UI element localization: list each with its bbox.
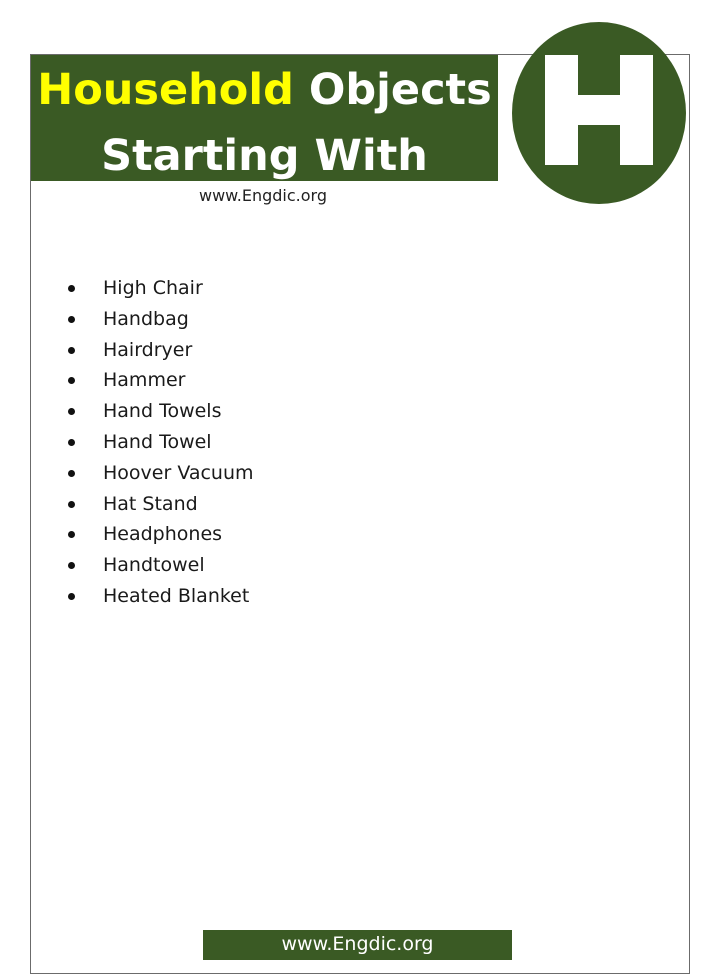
- list-item: [60, 396, 254, 427]
- bullet-icon: [68, 470, 75, 477]
- footer-banner: [203, 930, 512, 960]
- list-item: [60, 335, 254, 366]
- list-item-label: Handtowel: [103, 554, 205, 577]
- household-objects-list: [60, 273, 254, 612]
- title-line-2: Starting With: [101, 131, 428, 181]
- list-item: [60, 519, 254, 550]
- title-rest: Objects: [293, 65, 492, 115]
- bullet-icon: [68, 377, 75, 384]
- list-item: [60, 581, 254, 612]
- list-item: [60, 365, 254, 396]
- bullet-icon: [68, 408, 75, 415]
- bullet-icon: [68, 316, 75, 323]
- list-item-label: Handbag: [103, 307, 189, 330]
- list-item-label: Headphones: [103, 523, 223, 546]
- list-item-label: Hammer: [103, 369, 186, 392]
- list-item: [60, 550, 254, 581]
- list-item-label: High Chair: [103, 277, 203, 299]
- list-item: [60, 304, 254, 335]
- title-line-1: [31, 65, 498, 115]
- bullet-icon: [68, 531, 75, 538]
- list-item-label: Hoover Vacuum: [103, 461, 254, 484]
- letter-h-glyph: [545, 55, 653, 165]
- list-item: [60, 489, 254, 520]
- title-accent-word: Household: [37, 65, 294, 115]
- site-url-footer: www.Engdic.org: [281, 933, 434, 955]
- bullet-icon: [68, 593, 75, 600]
- bullet-icon: [68, 562, 75, 569]
- list-item: [60, 458, 254, 489]
- bullet-icon: [68, 347, 75, 354]
- bullet-icon: [68, 501, 75, 508]
- bullet-icon: [68, 439, 75, 446]
- site-url-top: www.Engdic.org: [198, 186, 327, 205]
- list-item-label: Hat Stand: [103, 492, 198, 515]
- list-item: [60, 427, 254, 458]
- title-banner: [31, 55, 498, 181]
- list-item: [60, 273, 254, 304]
- list-item-label: Hand Towels: [103, 400, 222, 423]
- bullet-icon: [68, 285, 75, 292]
- list-item-label: Hairdryer: [103, 338, 193, 361]
- list-item-label: Heated Blanket: [103, 584, 250, 607]
- list-item-label: Hand Towel: [103, 430, 212, 453]
